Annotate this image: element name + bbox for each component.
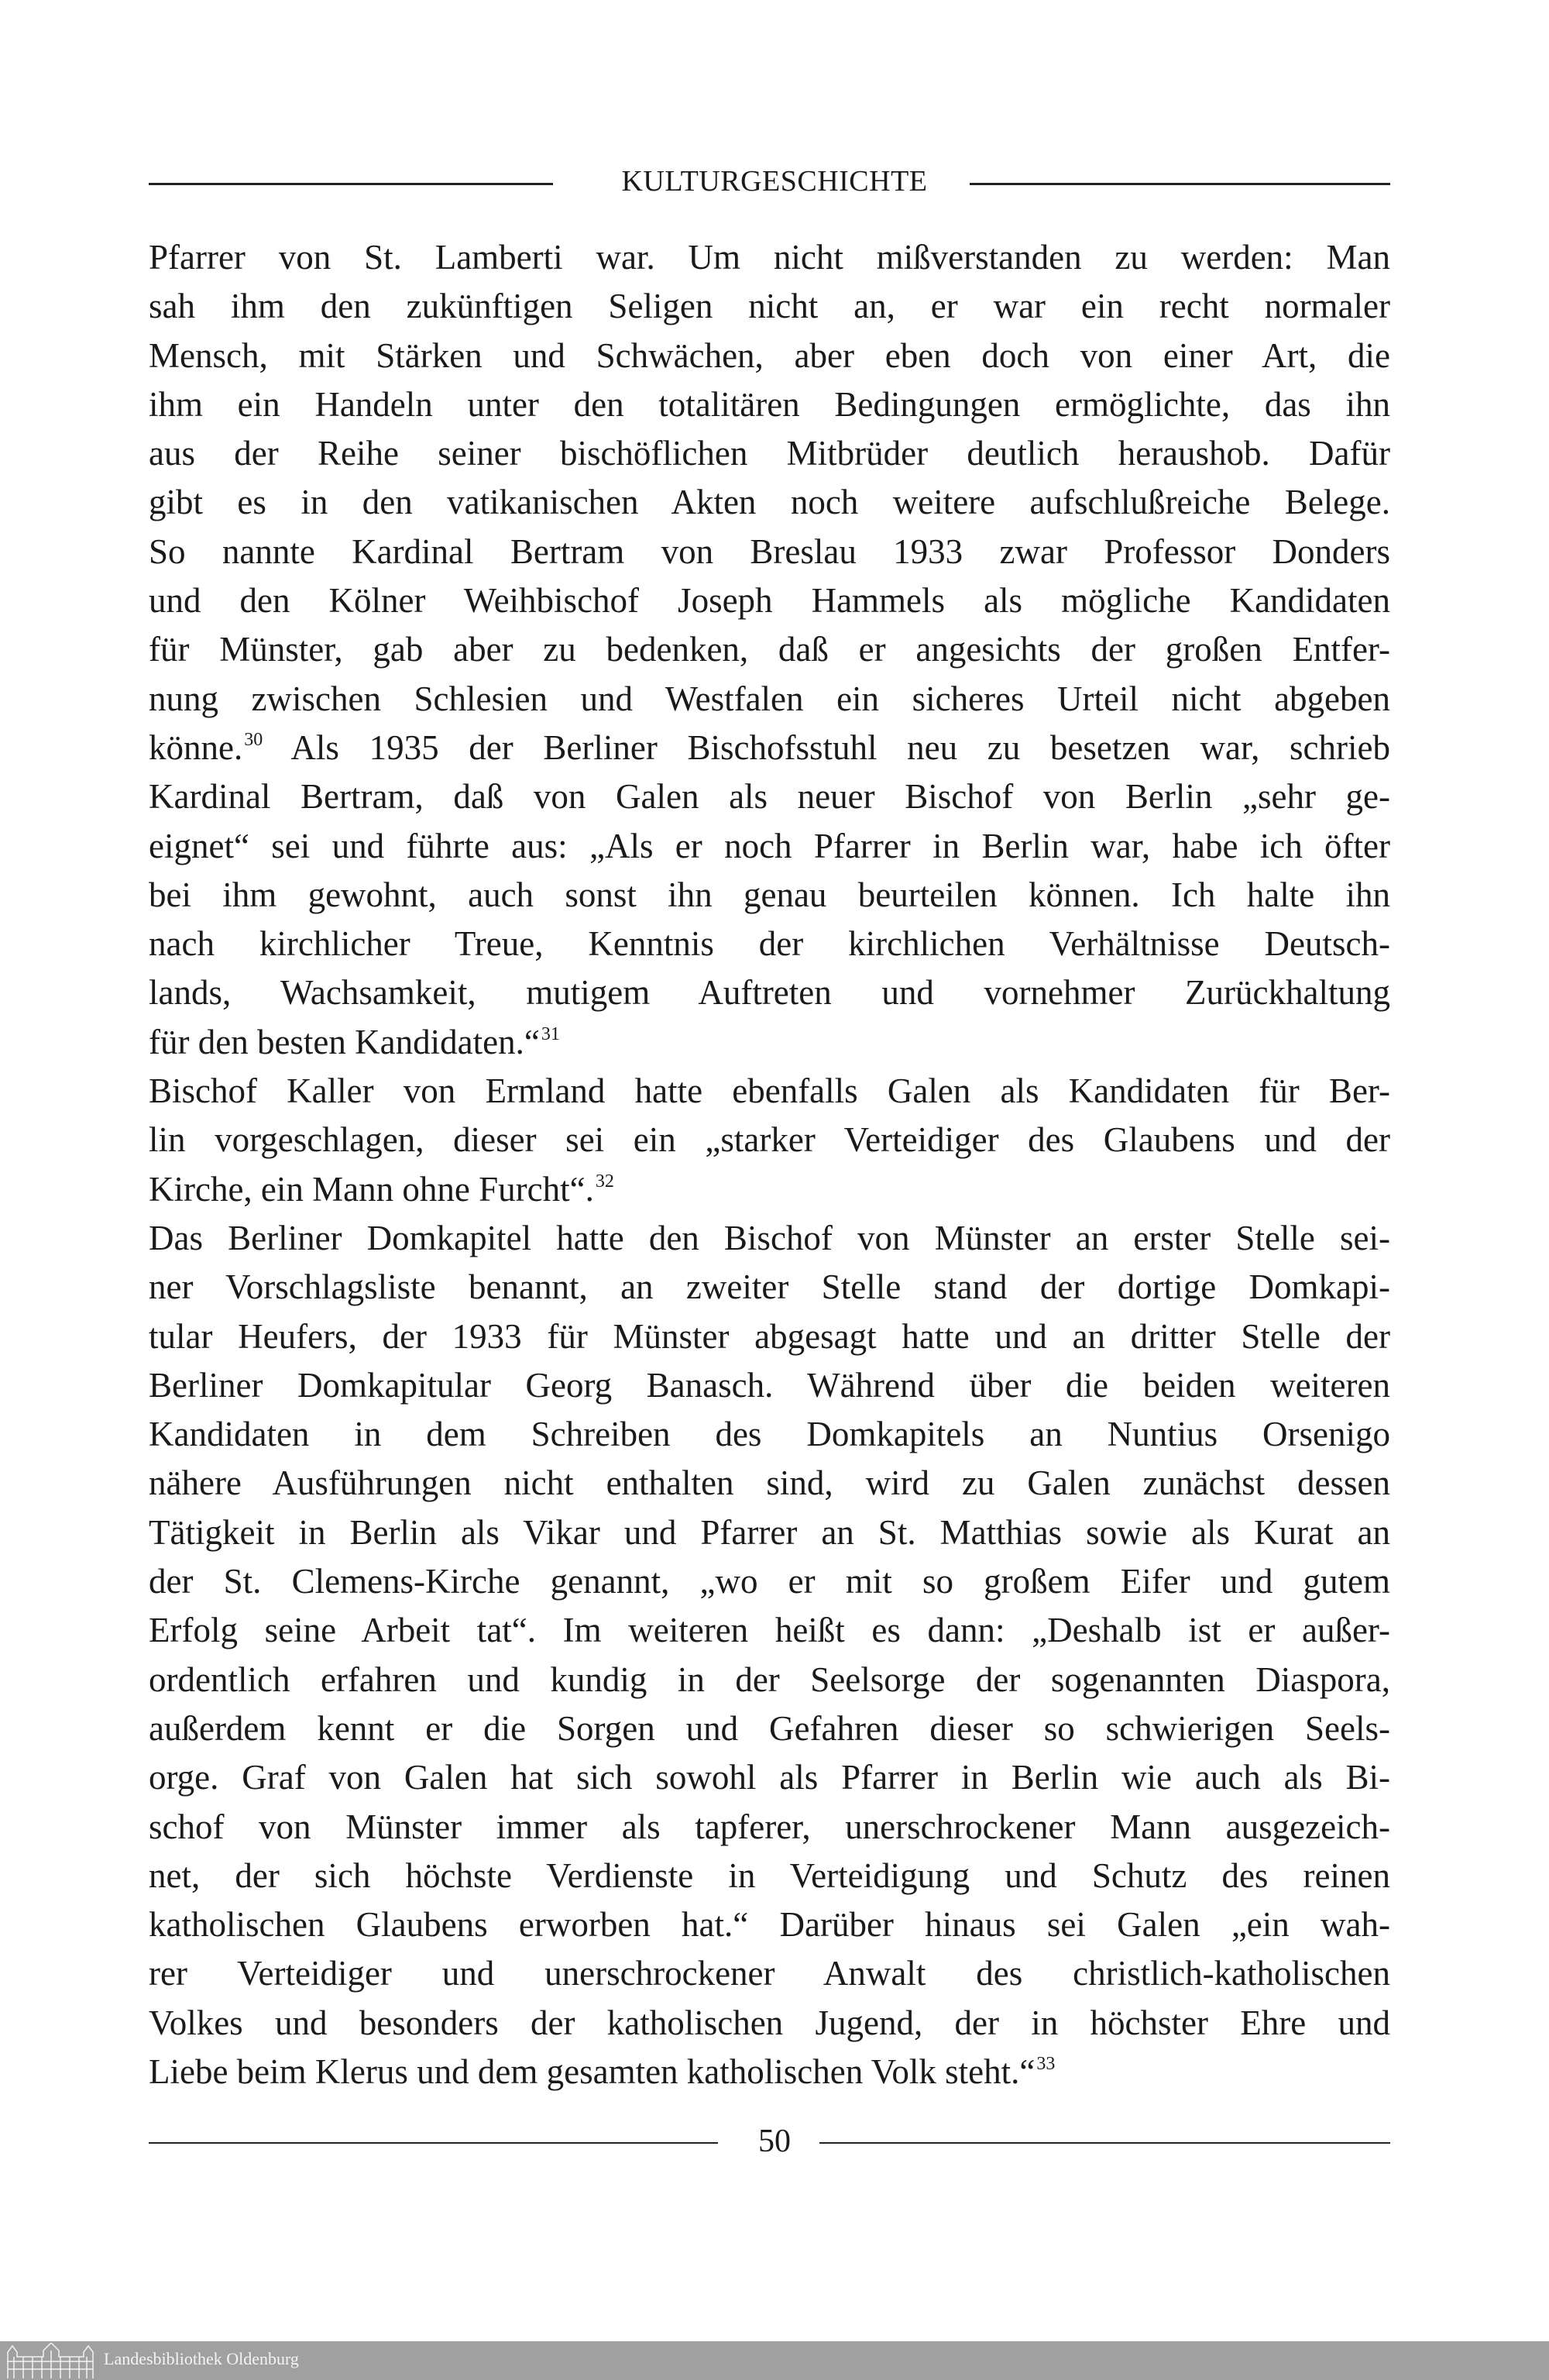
text-line	[149, 772, 1390, 821]
text-line	[149, 920, 1390, 968]
line-text: So nannte Kardinal Bertram von Breslau 1933 zwar Professor Donders	[149, 531, 1390, 571]
line-text: Liebe beim Klerus und dem gesamten katholischen Volk steht.“	[149, 2052, 1036, 2091]
text-line	[149, 1557, 1390, 1606]
line-text: nähere Ausführungen nicht enthalten sind, wird zu Galen zunächst dessen	[149, 1463, 1390, 1503]
line-text: sah ihm den zukünftigen Seligen nicht an, er war ein recht normaler	[149, 287, 1390, 326]
line-text: katholischen Glaubens erworben hat.“ Darüber hinaus sei Galen „ein wah-	[149, 1905, 1390, 1945]
line-text: lin vorgeschlagen, dieser sei ein „starker Verteidiger des Glaubens und der	[149, 1120, 1390, 1160]
text-line	[149, 528, 1390, 576]
text-line	[149, 724, 1390, 772]
text-line	[149, 2048, 1390, 2096]
line-text: Berliner Domkapitular Georg Banasch. Während über die beiden weiteren	[149, 1365, 1390, 1405]
line-text: tular Heufers, der 1933 für Münster abgesagt hatte und an dritter Stelle der	[149, 1316, 1390, 1356]
text-line	[149, 233, 1390, 282]
footer-rule-right	[819, 2142, 1390, 2144]
line-text: Das Berliner Domkapitel hatte den Bischof von Münster an erster Stelle sei-	[149, 1218, 1390, 1257]
line-text: Volkes und besonders der katholischen Jugend, der in höchster Ehre und	[149, 2003, 1390, 2042]
text-line	[149, 1165, 1390, 1214]
line-text: Mensch, mit Stärken und Schwächen, aber eben doch von einer Art, die	[149, 335, 1390, 375]
running-header: KULTURGESCHICHTE	[621, 165, 928, 198]
line-text: ordentlich erfahren und kundig in der Seelsorge der sogenannten Diaspora,	[149, 1659, 1390, 1699]
text-line	[149, 1459, 1390, 1508]
line-text: Tätigkeit in Berlin als Vikar und Pfarrer an St. Matthias sowie als Kurat an	[149, 1512, 1390, 1552]
line-text: lands, Wachsamkeit, mutigem Auftreten und vornehmer Zurückhaltung	[149, 973, 1390, 1013]
footnote-reference: 32	[595, 1171, 614, 1192]
body-text	[149, 233, 1390, 2096]
text-line	[149, 380, 1390, 429]
text-line	[149, 1067, 1390, 1116]
text-line	[149, 1656, 1390, 1704]
text-line	[149, 822, 1390, 871]
line-text: orge. Graf von Galen hat sich sowohl als Pfarrer in Berlin wie auch als Bi-	[149, 1758, 1390, 1797]
text-line	[149, 1753, 1390, 1802]
text-line	[149, 1312, 1390, 1361]
line-text: Kardinal Bertram, daß von Galen als neuer Bischof von Berlin „sehr ge-	[149, 777, 1390, 817]
text-line	[149, 1410, 1390, 1459]
line-text: der St. Clemens-Kirche genannt, „wo er mit so großem Eifer und gutem	[149, 1562, 1390, 1601]
line-text: ner Vorschlagsliste benannt, an zweiter Stelle stand der dortige Domkapi-	[149, 1267, 1390, 1307]
line-text: eignet“ sei und führte aus: „Als er noch Pfarrer in Berlin war, habe ich öfter	[149, 826, 1390, 865]
line-text: bei ihm gewohnt, auch sonst ihn genau beurteilen können. Ich halte ihn	[149, 875, 1390, 914]
line-text: aus der Reihe seiner bischöflichen Mitbrüder deutlich heraushob. Dafür	[149, 434, 1390, 473]
text-line	[149, 429, 1390, 478]
page-number: 50	[758, 2124, 791, 2159]
text-line	[149, 1999, 1390, 2048]
text-line	[149, 968, 1390, 1017]
text-line	[149, 332, 1390, 380]
text-line	[149, 1361, 1390, 1410]
footnote-reference: 31	[541, 1023, 560, 1044]
line-text: für den besten Kandidaten.“	[149, 1022, 540, 1061]
line-text: Kirche, ein Mann ohne Furcht“.	[149, 1169, 594, 1209]
text-line	[149, 1018, 1390, 1067]
library-building-icon	[6, 2343, 96, 2378]
text-line	[149, 1803, 1390, 1852]
line-text: und den Kölner Weihbischof Joseph Hammels als mögliche Kandidaten	[149, 581, 1390, 621]
line-text: schof von Münster immer als tapferer, unerschrockener Mann ausgezeich-	[149, 1807, 1390, 1846]
library-name: Landesbibliothek Oldenburg	[104, 2349, 299, 2368]
line-text: gibt es in den vatikanischen Akten noch weitere aufschlußreiche Belege.	[149, 483, 1390, 522]
text-line	[149, 1116, 1390, 1164]
line-text: könne.	[149, 727, 243, 767]
line-text: Erfolg seine Arbeit tat“. Im weiteren heißt es dann: „Deshalb ist er außer-	[149, 1611, 1390, 1650]
text-line	[149, 1263, 1390, 1312]
line-text: net, der sich höchste Verdienste in Verteidigung und Schutz des reinen	[149, 1856, 1390, 1895]
line-text: für Münster, gab aber zu bedenken, daß er angesichts der großen Entfer-	[149, 630, 1390, 669]
line-text: außerdem kennt er die Sorgen und Gefahren dieser so schwierigen Seels-	[149, 1708, 1390, 1748]
text-line	[149, 1949, 1390, 1998]
text-line	[149, 282, 1390, 331]
text-line	[149, 1900, 1390, 1949]
text-line	[149, 1214, 1390, 1263]
line-text-continued: Als 1935 der Berliner Bischofsstuhl neu zu besetzen war, schrieb	[263, 727, 1390, 767]
footnote-reference: 30	[244, 729, 263, 750]
footnote-reference: 33	[1036, 2053, 1056, 2074]
text-line	[149, 1508, 1390, 1557]
text-line	[149, 1852, 1390, 1900]
library-footer-bar	[0, 2341, 1549, 2380]
line-text: Bischof Kaller von Ermland hatte ebenfalls Galen als Kandidaten für Ber-	[149, 1071, 1390, 1111]
text-line	[149, 576, 1390, 625]
header-rule-right	[970, 183, 1390, 185]
line-text: nach kirchlicher Treue, Kenntnis der kirchlichen Verhältnisse Deutsch-	[149, 924, 1390, 964]
line-text: Kandidaten in dem Schreiben des Domkapitels an Nuntius Orsenigo	[149, 1415, 1390, 1454]
text-line	[149, 625, 1390, 674]
text-line	[149, 478, 1390, 527]
line-text: Pfarrer von St. Lamberti war. Um nicht mißverstanden zu werden: Man	[149, 238, 1390, 277]
text-line	[149, 1606, 1390, 1655]
line-text: ihm ein Handeln unter den totalitären Bedingungen ermöglichte, das ihn	[149, 384, 1390, 424]
line-text: rer Verteidiger und unerschrockener Anwalt des christlich-katholischen	[149, 1954, 1390, 1993]
text-line	[149, 1704, 1390, 1753]
text-line	[149, 871, 1390, 920]
line-text: nung zwischen Schlesien und Westfalen ein sicheres Urteil nicht abgeben	[149, 679, 1390, 718]
text-line	[149, 675, 1390, 724]
